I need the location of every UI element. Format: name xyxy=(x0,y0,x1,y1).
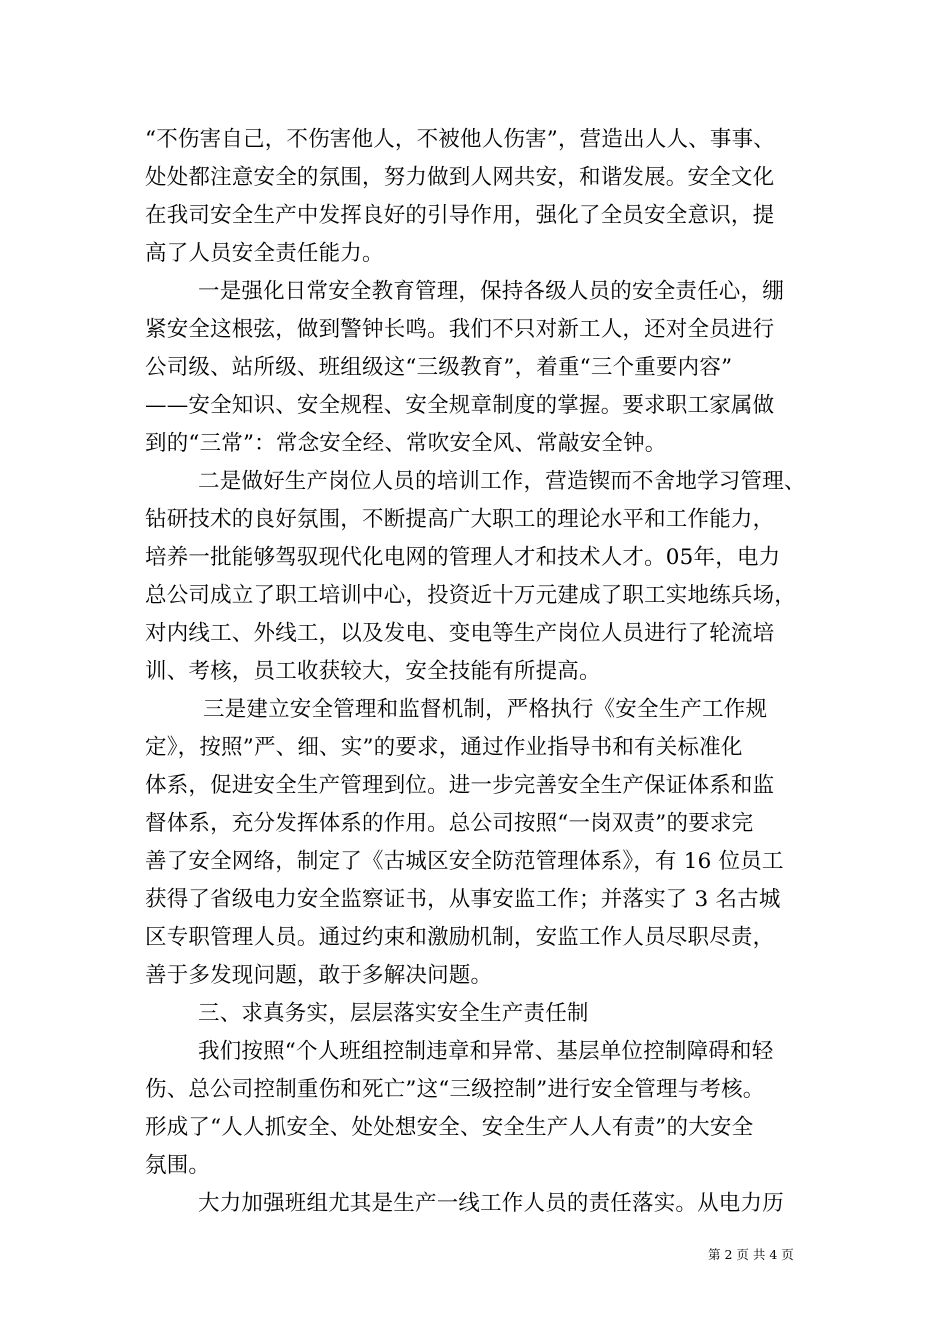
body-text-line: 到的“三常”：常念安全经、常吹安全风、常敲安全钟。 xyxy=(145,431,667,456)
body-text-line: 培养一批能够驾驭现代化电网的管理人才和技术人才。05年，电力 xyxy=(145,545,781,570)
body-text-line: 训、考核，员工收获较大，安全技能有所提高。 xyxy=(145,659,601,684)
body-text-line: 善于多发现问题，敢于多解决问题。 xyxy=(145,963,493,988)
page-number-footer: 第 2 页 共 4 页 xyxy=(708,1247,794,1262)
body-text-line: 形成了“人人抓安全、处处想安全、安全生产人人有责”的大安全 xyxy=(145,1115,754,1140)
body-text-line: 在我司安全生产中发挥良好的引导作用，强化了全员安全意识，提 xyxy=(145,203,775,228)
body-text-line: 体系，促进安全生产管理到位。进一步完善安全生产保证体系和监 xyxy=(145,773,775,798)
body-text-line: 督体系，充分发挥体系的作用。总公司按照“一岗双责”的要求完 xyxy=(145,811,754,836)
paragraph-first-line: 我们按照“个人班组控制违章和异常、基层单位控制障碍和轻 xyxy=(198,1039,774,1064)
body-text-line: 紧安全这根弦，做到警钟长鸣。我们不只对新工人，还对全员进行 xyxy=(145,317,775,342)
paragraph-first-line: 三是建立安全管理和监督机制，严格执行《安全生产工作规 xyxy=(203,697,768,722)
body-text-line: ——安全知识、安全规程、安全规章制度的掌握。要求职工家属做 xyxy=(145,393,775,418)
body-text-line: 伤、总公司控制重伤和死亡”这“三级控制”进行安全管理与考核。 xyxy=(145,1077,765,1102)
paragraph-first-line: 一是强化日常安全教育管理，保持各级人员的安全责任心，绷 xyxy=(198,279,784,304)
body-text-line: 定》，按照”严、细、实”的要求，通过作业指导书和有关标准化 xyxy=(145,735,743,760)
body-text-line: 善了安全网络，制定了《古城区安全防范管理体系》，有 16 位员工 xyxy=(145,849,784,874)
paragraph-first-line: 二是做好生产岗位人员的培训工作，营造锲而不舍地学习管理、 xyxy=(198,469,806,494)
paragraph-first-line: 大力加强班组尤其是生产一线工作人员的责任落实。从电力历 xyxy=(198,1191,784,1216)
section-heading: 三、求真务实，层层落实安全生产责任制 xyxy=(198,1001,589,1026)
body-text-line: 对内线工、外线工，以及发电、变电等生产岗位人员进行了轮流培 xyxy=(145,621,775,646)
body-text-line: 处处都注意安全的氛围，努力做到人网共安，和谐发展。安全文化 xyxy=(145,165,775,190)
body-text-line: 钻研技术的良好氛围，不断提高广大职工的理论水平和工作能力， xyxy=(145,507,775,532)
body-text-line: 总公司成立了职工培训中心，投资近十万元建成了职工实地练兵场， xyxy=(145,583,797,608)
body-text-line: 公司级、站所级、班组级这“三级教育”，着重“三个重要内容” xyxy=(145,355,733,380)
body-text-line: “不伤害自己，不伤害他人，不被他人伤害”，营造出人人、事事、 xyxy=(145,127,775,152)
body-text-line: 氛围。 xyxy=(145,1153,211,1178)
body-text-line: 高了人员安全责任能力。 xyxy=(145,241,384,266)
body-text-line: 区专职管理人员。通过约束和激励机制，安监工作人员尽职尽责， xyxy=(145,925,775,950)
body-text-line: 获得了省级电力安全监察证书，从事安监工作；并落实了 3 名古城 xyxy=(145,887,781,912)
